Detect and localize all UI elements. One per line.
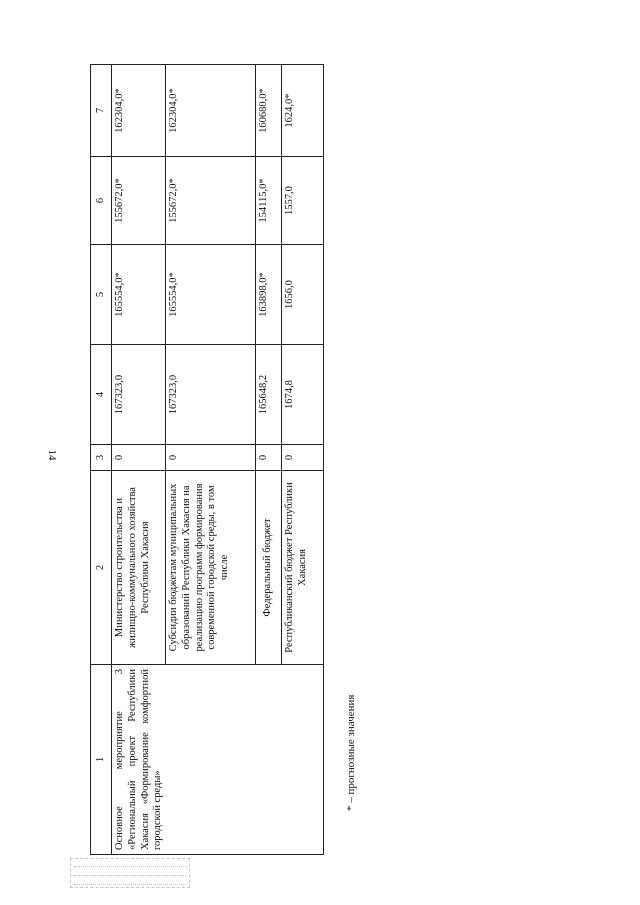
row-name: Федеральный бюджет [256,471,282,665]
row-value: 165648,2 [256,345,282,445]
budget-table [90,64,324,855]
row-value: 0 [112,445,166,471]
main-item-cell: Основное мероприятие 3 «Региональный проект Республики Хакасия «Формирование комфортной городской среды» [112,665,324,855]
row-value: 0 [256,445,282,471]
header-col-3: 3 [91,445,112,471]
row-value: 1557,0 [282,157,324,245]
row-value: 154115,0* [256,157,282,245]
footnote: * – прогнозные значения [345,694,357,811]
document-stamp [70,858,190,888]
header-col-1: 1 [91,665,112,855]
row-value: 155672,0* [166,157,256,245]
header-col-4: 4 [91,345,112,445]
header-col-2: 2 [91,471,112,665]
row-value: 1624,0* [282,65,324,157]
row-value: 0 [282,445,324,471]
row-name: Республиканский бюджет Республики Хакасия [282,471,324,665]
stamp-line [74,861,186,867]
page-number: 14 [46,449,58,461]
stamp-line [74,879,186,885]
row-value: 162304,0* [112,65,166,157]
row-value: 165554,0* [112,245,166,345]
row-value: 160680,0* [256,65,282,157]
row-value: 1656,0 [282,245,324,345]
row-value: 167323,0 [166,345,256,445]
header-row [91,65,112,855]
row-name: Министерство строительства и жилищно-коммунального хозяйства Республики Хакасия [112,471,166,665]
header-col-6: 6 [91,157,112,245]
row-value: 163898,0* [256,245,282,345]
row-value: 165554,0* [166,245,256,345]
row-value: 155672,0* [112,157,166,245]
header-col-5: 5 [91,245,112,345]
row-value: 162304,0* [166,65,256,157]
row-value: 1674,8 [282,345,324,445]
header-col-7: 7 [91,65,112,157]
table-row [112,65,166,855]
rotated-table-container [90,65,324,855]
row-name: Субсидии бюджетам муниципальных образований Республики Хакасия на реализацию программ формирования современной городской среды, в том числе [166,471,256,665]
row-value: 167323,0 [112,345,166,445]
stamp-line [74,870,186,876]
row-value: 0 [166,445,256,471]
